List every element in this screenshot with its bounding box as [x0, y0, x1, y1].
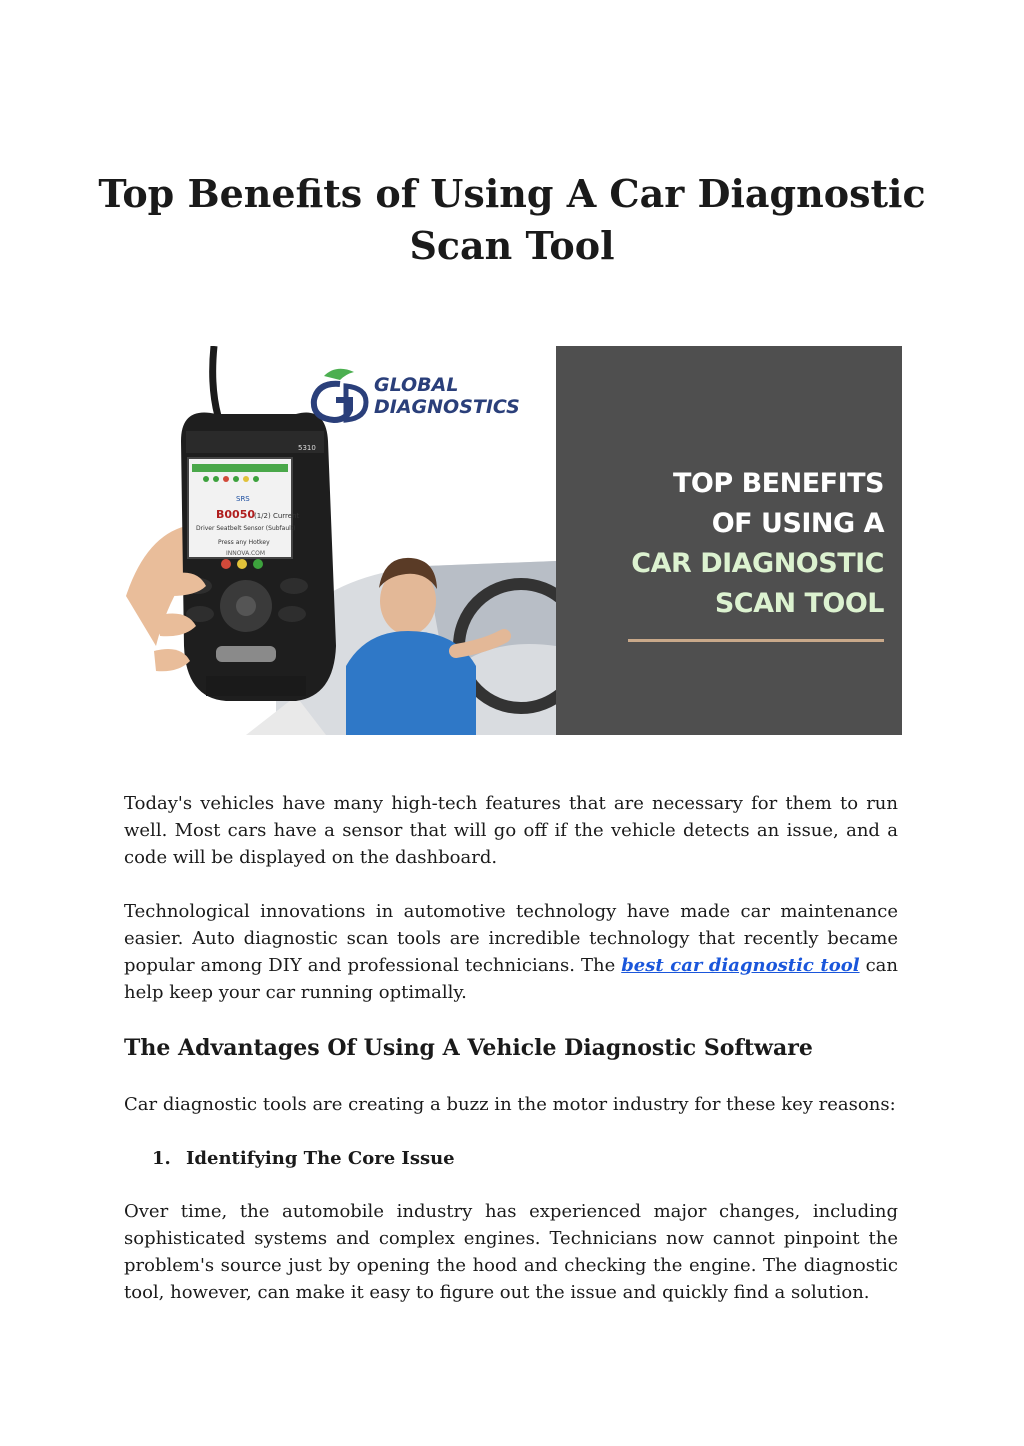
- innovation-text-start: Technological innovations in automotive technology have made car maintenance easier. Auto diagnostic scan tools are incredible technology that recently became popular among DIY and professional technicians. The: [124, 901, 898, 976]
- hero-banner-image: [126, 346, 902, 735]
- innovation-paragraph: [124, 898, 898, 1006]
- brand-line-2: DIAGNOSTICS: [374, 396, 520, 418]
- device-model: 5310: [298, 444, 316, 452]
- best-car-diagnostic-tool-link[interactable]: best car diagnostic tool: [621, 955, 860, 976]
- headline-divider: [628, 639, 884, 642]
- brand-line-1: GLOBAL: [374, 374, 459, 396]
- banner-photo-area: [126, 346, 556, 735]
- device-code: B0050: [216, 508, 255, 521]
- device-site: INNOVA.COM: [226, 550, 266, 557]
- banner-headline-panel: [556, 346, 902, 735]
- page-title: [0, 168, 1024, 272]
- device-system: SRS: [236, 495, 250, 503]
- intro-paragraph: Today's vehicles have many high-tech features that are necessary for them to run well. Most cars have a sensor that will go off if the vehicle detects an issue, and a code will be displayed on the dashboard.: [124, 793, 898, 868]
- headline-line-4: SCAN TOOL: [714, 588, 884, 619]
- headline-line-2: OF USING A: [711, 508, 884, 539]
- headline-line-1: TOP BENEFITS: [673, 468, 884, 499]
- device-prompt: Press any Hotkey: [218, 539, 270, 546]
- list-item: [152, 1145, 455, 1172]
- innovation-text-end: can help keep your car running optimally.: [124, 955, 898, 1003]
- core-issue-paragraph: Over time, the automobile industry has experienced major changes, including sophisticated systems and complex engines. Technicians now cannot pinpoint the problem's source just by opening the hood and checking the engine. The diagnostic tool, however, can make it easy to figure out the issue and quickly find a solution.: [124, 1201, 898, 1303]
- banner-headline: [564, 464, 884, 624]
- device-code-note: (1/2) Current: [254, 512, 300, 520]
- list-item-number: 1.: [152, 1148, 171, 1169]
- title-line-1: Top Benefits of Using A Car Diagnostic: [98, 171, 926, 216]
- section-heading: The Advantages Of Using A Vehicle Diagnostic Software: [124, 1035, 813, 1061]
- brand-wordmark: [374, 374, 554, 418]
- list-item-label: Identifying The Core Issue: [186, 1148, 455, 1169]
- headline-line-3: CAR DIAGNOSTIC: [631, 548, 884, 579]
- reasons-intro-paragraph: Car diagnostic tools are creating a buzz in the motor industry for these key reasons:: [124, 1094, 896, 1115]
- device-desc: Driver Seatbelt Sensor (Subfault): [196, 525, 296, 532]
- title-line-2: Scan Tool: [409, 223, 615, 268]
- global-diagnostics-logo-icon: [306, 366, 372, 426]
